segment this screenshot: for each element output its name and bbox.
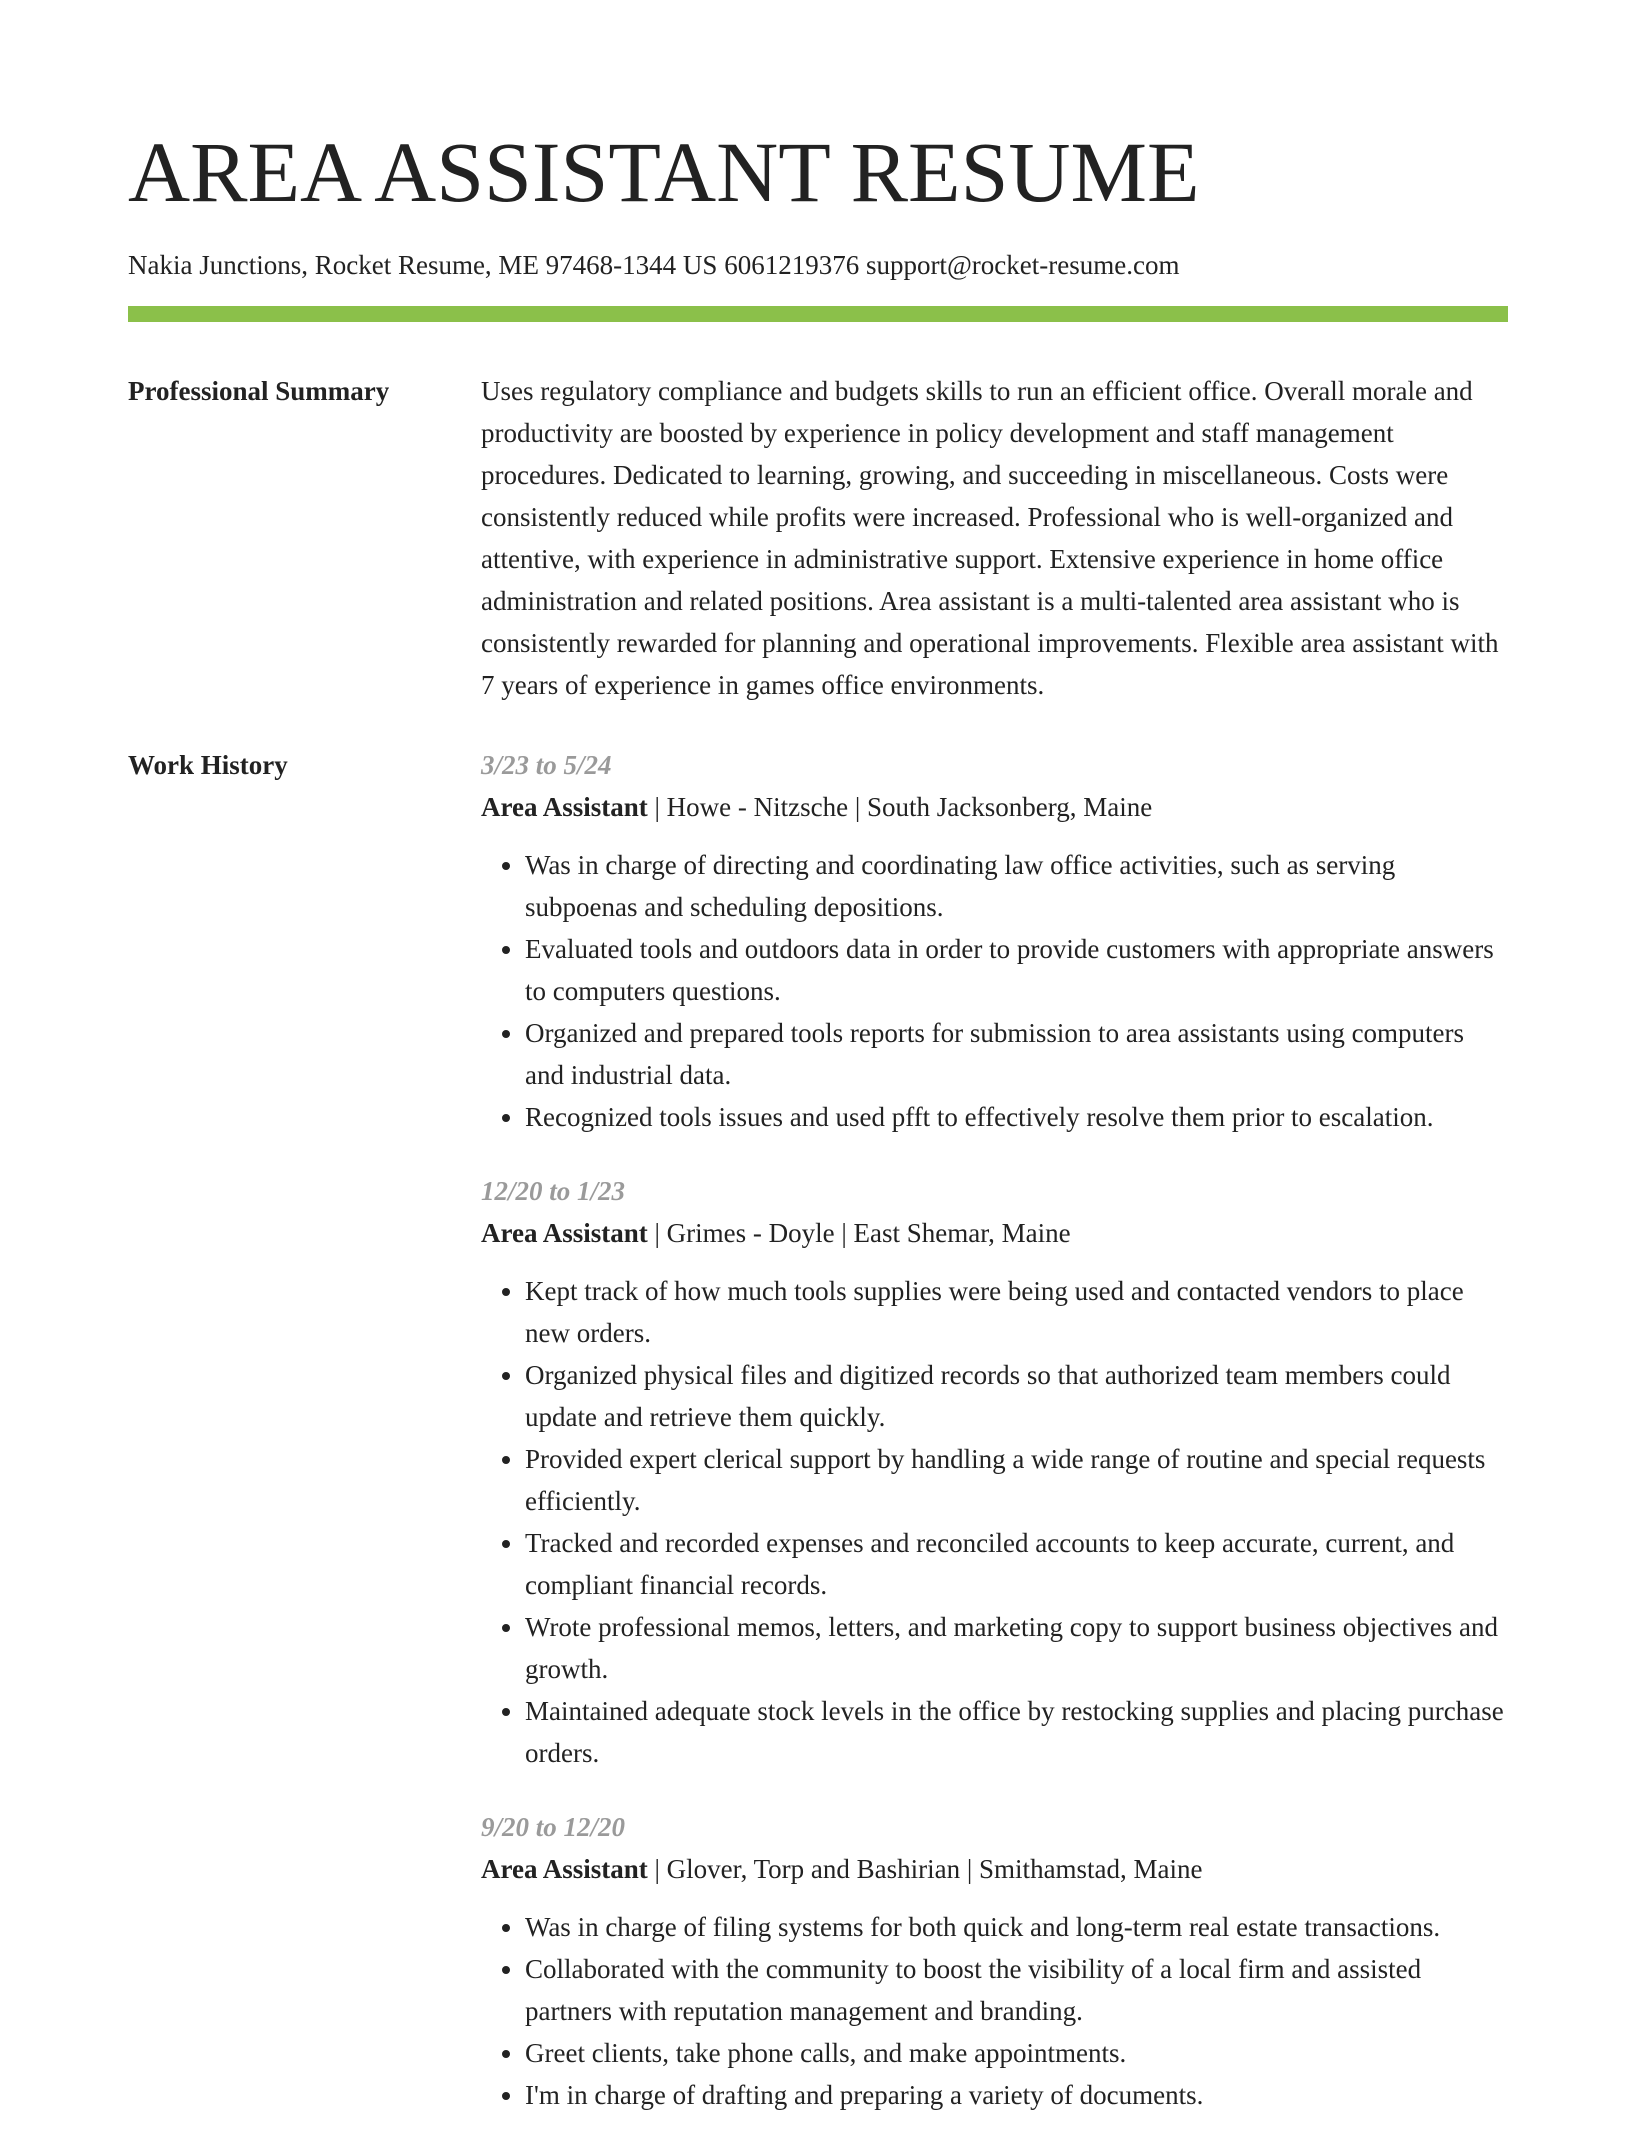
job-bullet: • Tracked and recorded expenses and reconciled accounts to keep accurate, current, and compliant financial records.	[525, 1522, 1508, 1606]
job-bullet: • I'm in charge of drafting and preparing a variety of documents.	[525, 2074, 1508, 2116]
job-bullet: • Was in charge of filing systems for both quick and long-term real estate transactions.	[525, 1906, 1508, 1948]
job-employer-location: | Glover, Torp and Bashirian | Smithamstad, Maine	[647, 1854, 1203, 1884]
job-employer-location: | Howe - Nitzsche | South Jacksonberg, Maine	[647, 792, 1153, 822]
job-heading	[481, 786, 1508, 828]
job-bullet: • Greet clients, take phone calls, and make appointments.	[525, 2032, 1508, 2074]
job-bullet: • Recognized tools issues and used pfft to effectively resolve them prior to escalation.	[525, 1096, 1508, 1138]
job-title: Area Assistant	[481, 1218, 648, 1248]
job-bullet: • Maintained adequate stock levels in the office by restocking supplies and placing purchase orders.	[525, 1690, 1508, 1774]
job-bullet: • Organized and prepared tools reports for submission to area assistants using computers and industrial data.	[525, 1012, 1508, 1096]
resume-page	[128, 0, 1508, 2148]
header-divider	[128, 306, 1508, 322]
job-bullets	[481, 844, 1508, 1138]
work-history-body	[481, 744, 1508, 2148]
job-entry	[481, 1170, 1508, 1774]
summary-text: Uses regulatory compliance and budgets skills to run an efficient office. Overall morale and productivity are boosted by experience in policy development and staff management procedures. Dedicated to learning, growing, and succeeding in miscellaneous. Costs were consistently reduced while profits were increased. Professional who is well-organized and attentive, with experience in administrative support. Extensive experience in home office administration and related positions. Area assistant is a multi-talented area assistant who is consistently rewarded for planning and operational improvements. Flexible area assistant with 7 years of experience in games office environments.	[481, 376, 1499, 700]
job-bullet: • Collaborated with the community to boost the visibility of a local firm and assisted partners with reputation management and branding.	[525, 1948, 1508, 2032]
job-title: Area Assistant	[481, 792, 648, 822]
job-date: 12/20 to 1/23	[481, 1176, 626, 1206]
job-entry	[481, 1806, 1508, 2116]
summary-body	[481, 370, 1508, 706]
job-entry	[481, 744, 1508, 1138]
job-date: 9/20 to 12/20	[481, 1812, 626, 1842]
section-label-work: Work History	[128, 750, 288, 780]
job-employer-location: | Grimes - Doyle | East Shemar, Maine	[647, 1218, 1071, 1248]
professional-summary-section	[128, 370, 1508, 706]
contact-line: Nakia Junctions, Rocket Resume, ME 97468-1344 US 6061219376 support@rocket-resume.com	[128, 250, 1180, 280]
job-bullets	[481, 1270, 1508, 1774]
resume-title: AREA ASSISTANT RESUME	[128, 124, 1200, 220]
section-label-summary: Professional Summary	[128, 376, 390, 406]
job-bullet: • Wrote professional memos, letters, and marketing copy to support business objectives and growth.	[525, 1606, 1508, 1690]
job-bullet: • Organized physical files and digitized records so that authorized team members could update and retrieve them quickly.	[525, 1354, 1508, 1438]
job-bullet: • Was in charge of directing and coordinating law office activities, such as serving subpoenas and scheduling depositions.	[525, 844, 1508, 928]
job-title: Area Assistant	[481, 1854, 648, 1884]
job-heading	[481, 1848, 1508, 1890]
job-heading	[481, 1212, 1508, 1254]
job-bullet: • Provided expert clerical support by handling a wide range of routine and special requests efficiently.	[525, 1438, 1508, 1522]
work-history-section	[128, 744, 1508, 2148]
job-bullets	[481, 1906, 1508, 2116]
job-bullet: • Evaluated tools and outdoors data in order to provide customers with appropriate answers to computers questions.	[525, 928, 1508, 1012]
job-bullet: • Kept track of how much tools supplies were being used and contacted vendors to place new orders.	[525, 1270, 1508, 1354]
job-date: 3/23 to 5/24	[481, 750, 612, 780]
